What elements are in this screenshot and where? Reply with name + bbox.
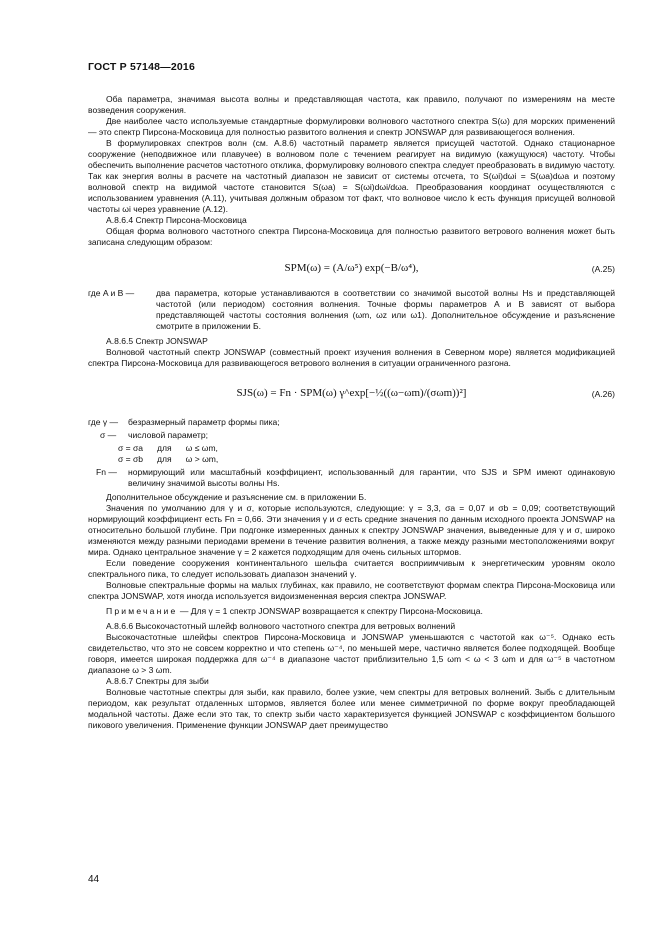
paragraph: Если поведение сооружения континентального шельфа считается восприимчивым к энергетическим уровням около спектрального пика, то следует использовать диапазон значений γ. bbox=[88, 558, 615, 579]
table-cell: для bbox=[157, 443, 172, 453]
table-cell: ω > ωm, bbox=[185, 454, 219, 464]
paragraph: В формулировках спектров волн (см. А.8.6) частотный параметр является присущей частотой. Однако стационарное сооружение (неподвижное или плавучее) в волновом поле с течением реагирует на видимую (кажущуюся) частоту. Чтобы обеспечить выполнение расчетов частотного отклика, формулировку волнового спектра следует преобразовать в видимую частоту. Так как энергия волны в расчете на частотный диапазон не зависит от системы отсчета, то S(ωi)dωi = S(ωa)dωa и поэтому волновой спектр на видимой частоте становится S(ωa) = S(ωi)dωi/dωa. Преобразования координат осуществляются с использованием уравнения (А.11), учитывая должным образом тот факт, что волновое число k есть функция присущей волновой частоты ωi через уравнение (А.12). bbox=[88, 138, 615, 214]
paragraph: Волновой частотный спектр JONSWAP (совместный проект изучения волнения в Северном море) является модификацией спектра Пирсона-Московица для развивающегося ветрового волнения в ситуации ограниченного разгона. bbox=[88, 347, 615, 368]
definition-text: нормирующий или масштабный коэффициент, использованный для гарантии, что SJS и SPM имеют одинаковую величину значимой высоты волны Hs. bbox=[128, 467, 615, 488]
section-heading: А.8.6.5 Спектр JONSWAP bbox=[106, 336, 208, 346]
definition-term: σ — bbox=[100, 430, 117, 440]
table-cell: σ = σa bbox=[118, 443, 144, 453]
table-row bbox=[118, 443, 232, 454]
equation-number: (А.26) bbox=[591, 389, 615, 399]
section-heading: А.8.6.6 Высокочастотный шлейф волнового частотного спектра для ветровых волнений bbox=[106, 621, 456, 631]
definition-text: два параметра, которые устанавливаются в соответствии со значимой высотой волны Hs и представляющей частотой (или периодом) состояния волнения. Точные формы параметров A и B зависят от выбора представляющей частоты состояния волнения (ωm, ωz или ω1). Дополнительное обсуждение и разъяснение смотрите в приложении Б. bbox=[156, 288, 615, 331]
sigma-table bbox=[118, 443, 232, 465]
paragraph: Оба параметра, значимая высота волны и представляющая частота, как правило, получают по измерениям на месте возведения сооружения. bbox=[88, 94, 615, 115]
equation-formula: SPM(ω) = (A/ω⁵) exp(−B/ω⁴), bbox=[284, 262, 419, 274]
note bbox=[88, 606, 615, 617]
definition-term: Fn — bbox=[96, 467, 117, 477]
paragraph: Волновые частотные спектры для зыби, как правило, более узкие, чем спектры для ветровых волнений. Зыбь с длительным периодом, как результат отдаленных штормов, является более или менее симметричной по форме вокруг преобладающей модальной частоты. Даже если это так, то спектр зыби часто характеризуется функцией JONSWAP с коэффициентом большого пикового увеличения. Применение функции JONSWAP дает преимущество bbox=[88, 687, 615, 730]
paragraph: Волновые спектральные формы на малых глубинах, как правило, не соответствуют формам спектра Пирсона-Московица или спектра JONSWAP, хотя иногда используется видоизмененная версия спектра JONSWAP. bbox=[88, 580, 615, 601]
definition-text: числовой параметр; bbox=[128, 430, 208, 440]
document-header: ГОСТ Р 57148—2016 bbox=[88, 61, 196, 73]
definition-row bbox=[88, 430, 615, 441]
section-heading: А.8.6.7 Спектры для зыби bbox=[106, 676, 209, 686]
paragraph: Общая форма волнового частотного спектра Пирсона-Московица для полностью развитого ветрового волнения может быть записана следующим образом: bbox=[88, 226, 615, 247]
equation-a25 bbox=[88, 254, 615, 288]
definition-row bbox=[88, 417, 615, 428]
equation-a26 bbox=[88, 373, 615, 417]
table-row bbox=[118, 454, 232, 465]
paragraph: Две наиболее часто используемые стандартные формулировки волнового частотного спектра S(ω) для морских применений — это спектр Пирсона-Московица для полностью развитого волнения и спектр JONSWAP для развивающегося волнения. bbox=[88, 116, 615, 137]
definition-row bbox=[88, 467, 615, 489]
section-heading: А.8.6.4 Спектр Пирсона-Московица bbox=[106, 215, 247, 225]
page-number: 44 bbox=[88, 874, 100, 885]
definition-term: где γ — bbox=[88, 417, 119, 427]
paragraph: Высокочастотные шлейфы спектров Пирсона-Московица и JONSWAP уменьшаются с частотой как ω⁻⁵. Однако есть свидетельство, что это не совсем корректно и что степень ω⁻⁴, по меньшей мере, частично является более подходящей. Вообще говоря, имеется широкая поддержка для ω⁻⁴ в диапазоне частот приблизительно 1,5 ωm < ω < 3 ωm и для ω⁻⁵ в частотном диапазоне ω > 3 ωm. bbox=[88, 632, 615, 675]
definition-row bbox=[88, 288, 615, 332]
paragraph: Значения по умолчанию для γ и σ, которые используются, следующие: γ = 3,3, σa = 0,07 и σb = 0,09; соответствующий нормирующий коэффициент есть Fn = 0,66. Эти значения γ и σ есть средние значения по данным исходного проекта JONSWAP на относительно большой глубине. При подгонке измеренных данных к спектру JONSWAP значения, выведенные для γ и σ, широко изменяются между разными периодами времени в течение развития волнения, а также между разными местоположениями вокруг мира. Однако центральное значение γ = 2 кажется подходящим для очень сильных штормов. bbox=[88, 503, 615, 557]
equation-number: (А.25) bbox=[591, 264, 615, 274]
definition-term: где A и B — bbox=[88, 288, 135, 298]
equation-formula: SJS(ω) = Fn · SPM(ω) γ^exp[−½((ω−ωm)/(σωm))²] bbox=[236, 387, 467, 399]
note-label: Примечание bbox=[106, 606, 178, 616]
table-cell: σ = σb bbox=[118, 454, 144, 464]
note-text: — Для γ = 1 спектр JONSWAP возвращается к спектру Пирсона-Московица. bbox=[179, 606, 483, 616]
paragraph: Дополнительное обсуждение и разъяснение см. в приложении Б. bbox=[106, 492, 367, 502]
table-cell: для bbox=[157, 454, 172, 464]
page-body bbox=[88, 94, 615, 731]
definition-text: безразмерный параметр формы пика; bbox=[128, 417, 280, 427]
table-cell: ω ≤ ωm, bbox=[185, 443, 218, 453]
